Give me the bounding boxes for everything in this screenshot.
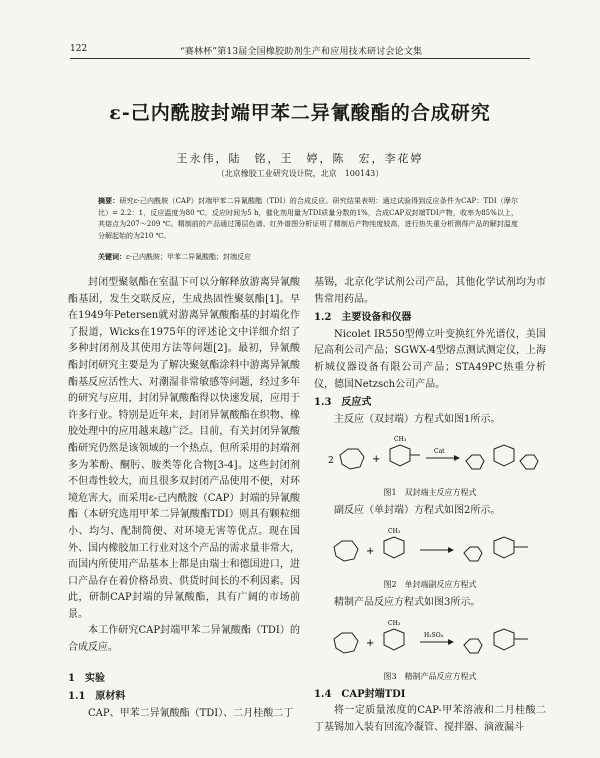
arrowhead-icon xyxy=(448,639,454,645)
reaction-intro-3: 精制产品反应方程式如图3所示。 xyxy=(334,596,481,608)
intro-paragraph-1: 封闭型聚氨酯在室温下可以分解释放游离异氰酸酯基团，发生交联反应，生成热固性聚氨酯[1]。早在1949年Petersen就对游离异氰酸酯基的封端化作了报道，Wicks在1975年的评述论文中详细介绍了多种封闭剂及其使用方法等问题[2]。最初，异氰酸酯封闭研究主要是为了解决聚氨酯涂料中游离异氰酸酯基反应活性大、对潮湿非常敏感等问题，经过多年的研究与应用，封闭异氰酸酯得以快速发展，应用于许多行业。特别是近年来，封闭异氰酸酯在织物、橡胶处理中的应用越来越广泛。目前，有关封闭异氰酸酯研究仍然是该领域的一个热点，但所采用的封端剂多为苯酚、酮肟、胺类等化合物[3-4]。这些封闭剂不但毒性较大，而且很多双封闭产品使用不便，对环境危害大，而采用ε-己内酰胺（CAP）封端的异氰酸酯（本研究选用甲苯二异氰酸酯TDI）则具有颗粒细小、均匀、配制简便、对环境无害等优点。现在国外、国内橡胶加工行业对这个产品的需求量非常大，而国内所使用产品基本上都是由瑞士和德国进口，进口产品存在着价格昂贵、供货时间长的不利因素。因此，研制CAP封端的异氰酸酯，具有广阔的市场前景。 xyxy=(68,277,300,620)
synthesis-text: 将一定质量浓度的CAP-甲苯溶液和二月桂酸二丁基锡加入装有回流冷凝管、搅拌器、滴液漏斗 xyxy=(314,705,546,733)
product-ring-icon xyxy=(464,547,482,561)
fig3-ch3: CH₃ xyxy=(388,619,401,627)
equipment-text: Nicolet IR550型傅立叶变换红外光谱仪，美国尼高利公司产品；SGWX-4型熔点测试测定仪，上海析城仪器设备有限公司产品；STA49PC热重分析仪，德国Netzsch公司产品。 xyxy=(314,328,546,390)
abstract-text: 研究ε-己内酰胺（CAP）封端甲苯二异氰酸酯（TDI）的合成反应。研究结果表明：通过试验得到反应条件为CAP：TDI（摩尔比）= 2.2：1，反应温度为80 ℃，反应时间为5 h，催化剂用量为TDI质量分数的1%，合成CAP双封端TDI产物，收率为85%以上，其熔点为207～209 ℃。精制前的产品通过薄层色谱、红外谱图分析证明了精制后产物纯度较高，进行热失重分析测得产品的解封温度分解起始的为210 ℃。 xyxy=(98,197,519,240)
header-rule xyxy=(70,58,530,59)
fig1-ch3: CH₃ xyxy=(394,436,407,444)
fig1-coefficient: 2 xyxy=(328,456,334,467)
page-number: 122 xyxy=(70,44,88,54)
product-benzene-icon xyxy=(494,537,514,558)
figure-3-caption: 图3 精制产品反应方程式 xyxy=(383,671,477,681)
keywords xyxy=(98,252,518,262)
left-column xyxy=(68,275,300,722)
section-1-1-heading: 1.1 原材料 xyxy=(68,691,126,703)
arrowhead-icon xyxy=(454,455,460,461)
materials-text: CAP、甲苯二异氰酸酯（TDI）、二月桂酸二丁 xyxy=(88,707,294,719)
caprolactam-ring-icon xyxy=(334,633,358,653)
figure-2-caption: 图2 单封端副反应方程式 xyxy=(383,579,477,589)
fig3-condition: H₂SO₄ xyxy=(424,631,444,639)
product-ring-left-icon xyxy=(466,455,484,469)
fig1-plus: + xyxy=(372,454,381,466)
product-benzene-icon xyxy=(494,445,514,466)
benzene-ring-icon xyxy=(390,445,410,466)
figure-1-scheme xyxy=(314,431,546,485)
reaction-intro-2: 副反应（单封端）方程式如图2所示。 xyxy=(334,505,501,517)
fig2-ch3: CH₃ xyxy=(388,527,401,535)
arrowhead-icon xyxy=(448,547,454,553)
authors: 王永伟，陆 铭，王 婷，陈 宏，李花婷 xyxy=(176,152,424,165)
product-ring-icon xyxy=(464,639,482,653)
conference-title: “赛林杯”第13届全国橡胶助剂生产和应用技术研讨会论文集 xyxy=(180,47,423,57)
product-benzene-icon xyxy=(494,629,514,650)
benzene-ring-icon xyxy=(384,537,404,558)
intro-paragraph-2: 本工作研究CAP封端甲苯二异氰酸酯（TDI）的合成反应。 xyxy=(68,625,300,654)
reaction-intro-1: 主反应（双封端）方程式如图1所示。 xyxy=(334,413,501,425)
caprolactam-ring-icon xyxy=(340,449,364,469)
keywords-text: ε-己内酰胺；甲苯二异氰酸酯；封端反应 xyxy=(126,253,251,261)
fig1-condition: Cat xyxy=(434,448,445,456)
benzene-ring-icon xyxy=(384,629,404,650)
caprolactam-ring-icon xyxy=(334,541,358,561)
abstract xyxy=(98,195,518,242)
product-ring-right-icon xyxy=(520,455,538,469)
paper-title: ε-己内酰胺封端甲苯二异氰酸酯的合成研究 xyxy=(109,102,491,124)
figure-3-scheme xyxy=(314,615,546,669)
fig2-plus: + xyxy=(366,545,375,557)
figure-1-caption: 图1 双封端主反应方程式 xyxy=(383,488,477,498)
affiliation: （北京橡胶工业研究设计院，北京 100143） xyxy=(216,169,384,178)
right-column xyxy=(314,275,546,736)
figure-2-scheme xyxy=(314,523,546,577)
section-1-heading: 1 实验 xyxy=(68,672,105,684)
materials-continued: 基锡，北京化学试剂公司产品，其他化学试剂均为市售常用药品。 xyxy=(314,277,546,305)
section-1-2-heading: 1.2 主要设备和仪器 xyxy=(314,312,412,324)
section-1-3-heading: 1.3 反应式 xyxy=(314,397,372,409)
fig3-plus: + xyxy=(366,637,375,649)
abstract-label: 摘要： xyxy=(98,196,120,205)
keywords-label: 关键词： xyxy=(98,252,126,261)
section-1-4-heading: 1.4 CAP封端TDI xyxy=(314,688,406,700)
